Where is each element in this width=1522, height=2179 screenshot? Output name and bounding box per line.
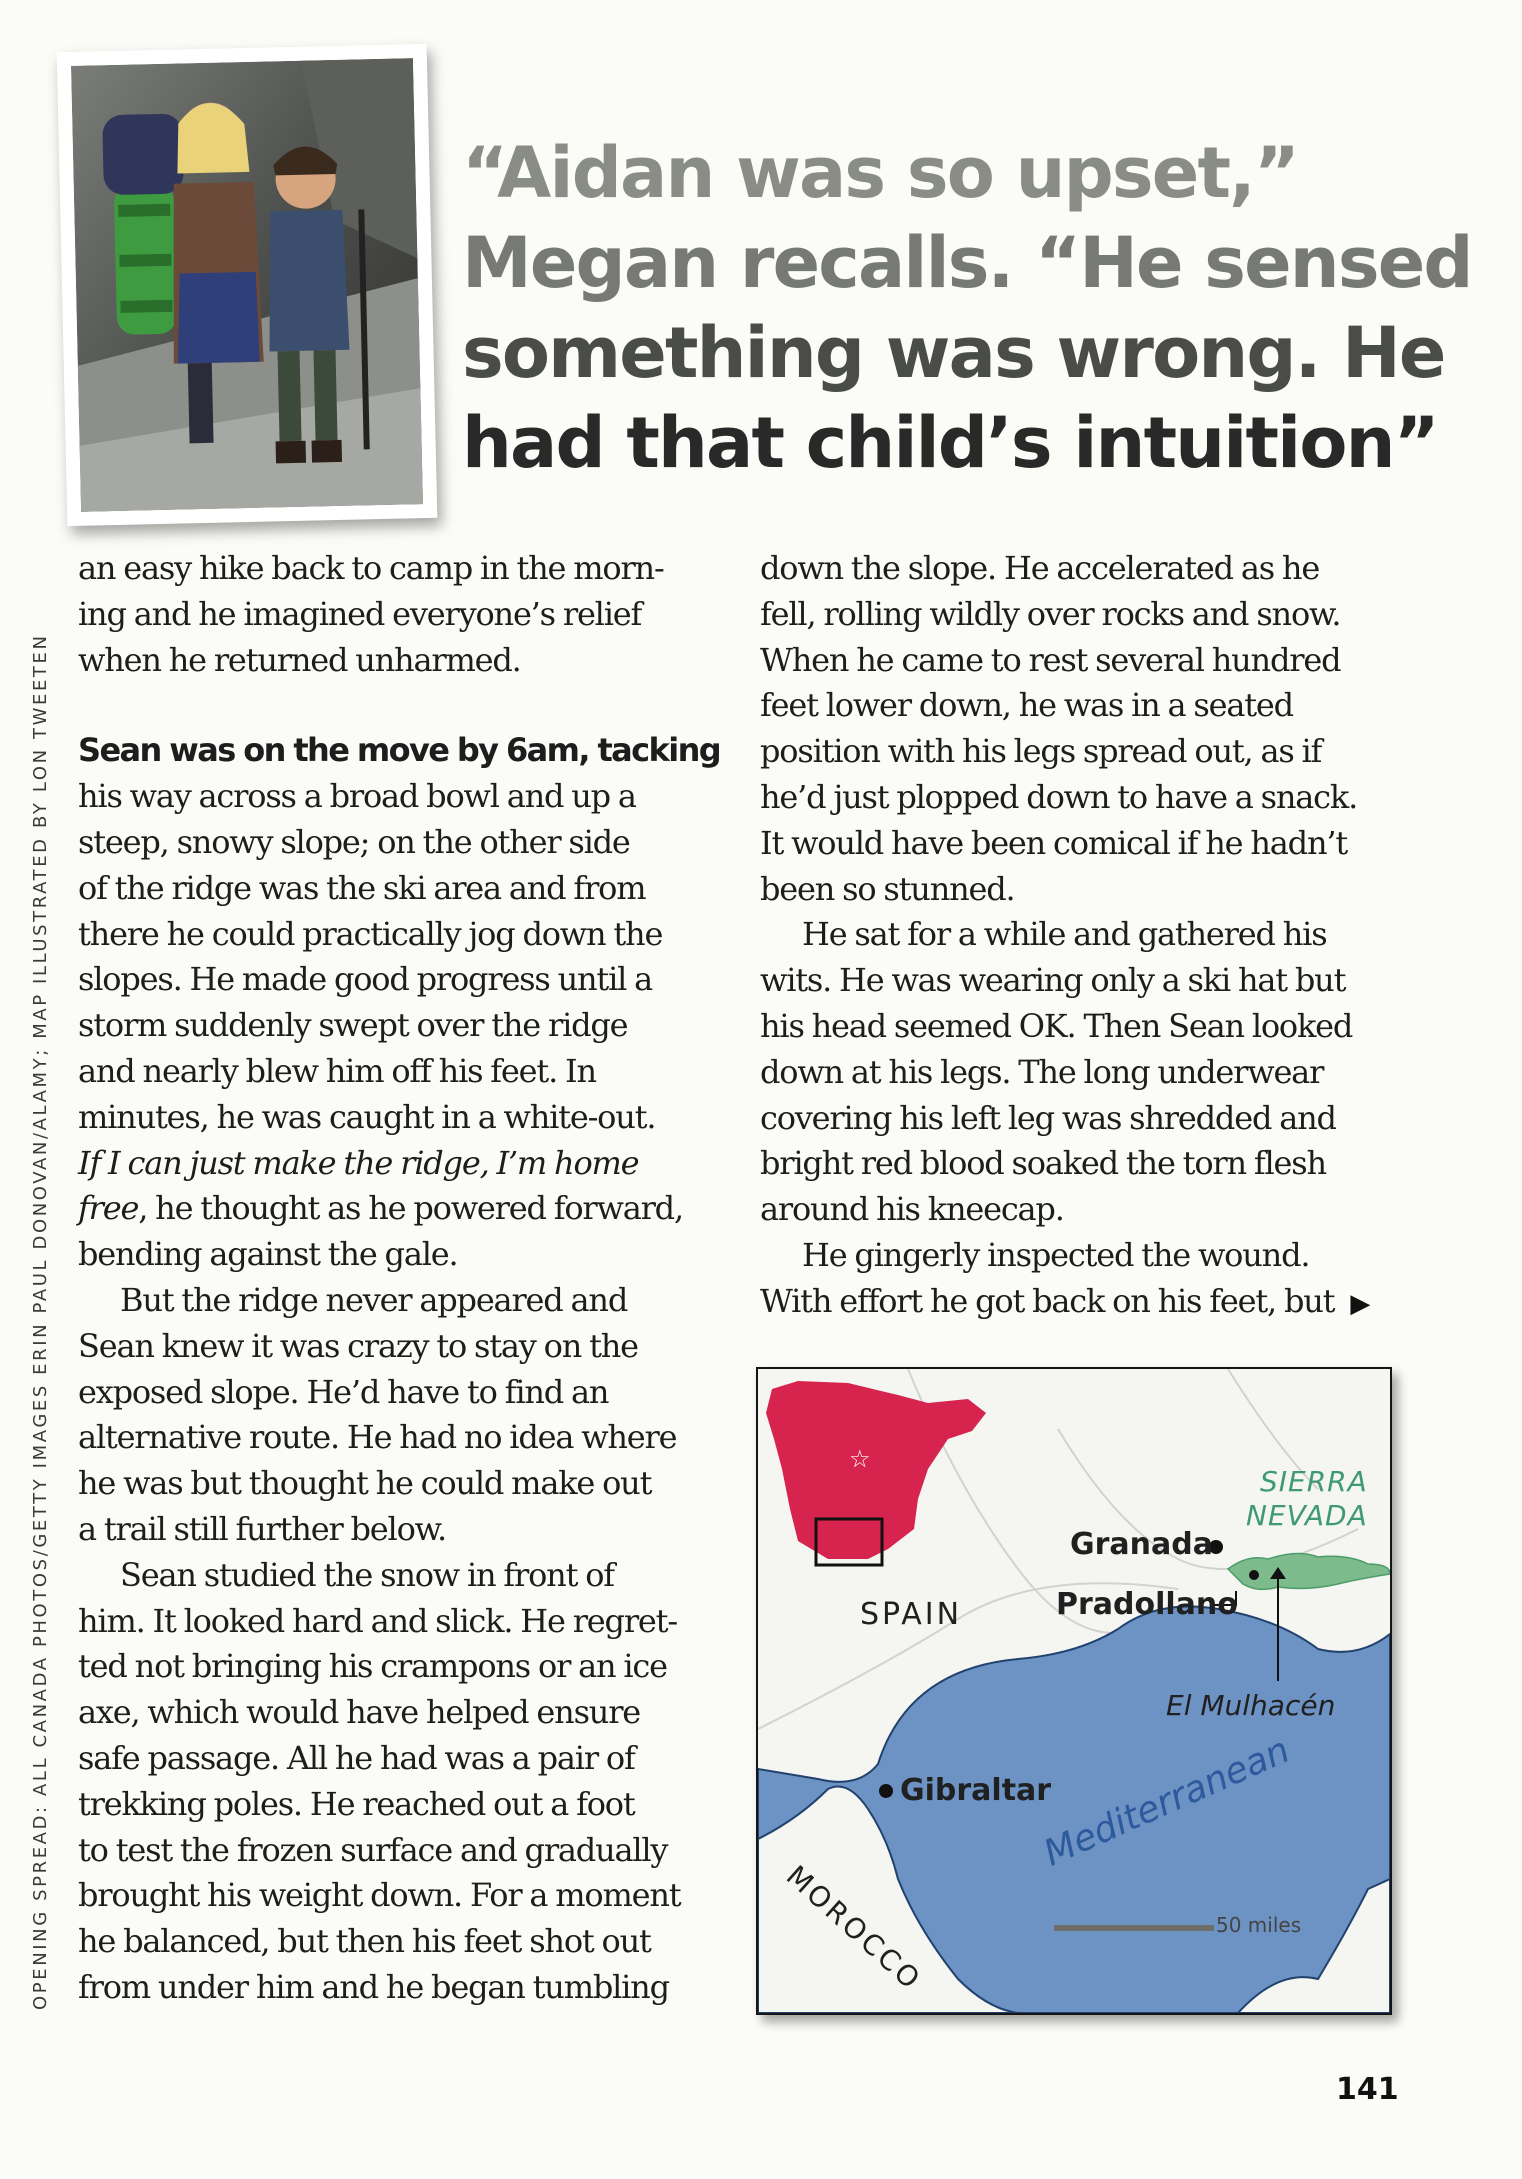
text-line: around his kneecap. — [760, 1190, 1064, 1229]
italic-thought-end: free — [78, 1189, 139, 1228]
paragraph — [760, 546, 1400, 912]
text-line: covering his left leg was shredded and — [760, 1098, 1336, 1137]
text-line: and nearly blew him off his feet. In — [78, 1051, 596, 1090]
text-fragment: , he thought as he powered forward, — [138, 1189, 683, 1228]
text-line: bright red blood soaked the torn flesh — [760, 1144, 1326, 1183]
text-line: bending against the gale. — [78, 1235, 458, 1274]
text-line: he’d just plopped down to have a snack. — [760, 777, 1358, 816]
text-line: Sean studied the snow in front of — [120, 1555, 614, 1594]
text-line: wits. He was wearing only a ski hat but — [760, 961, 1346, 1000]
text-line: ted not bringing his crampons or an ice — [78, 1647, 667, 1686]
text-line: alternative route. He had no idea where — [78, 1418, 677, 1457]
text-line: an easy hike back to camp in the morn- — [78, 549, 664, 587]
text-line: from under him and he began tumbling — [78, 1967, 669, 2006]
photo-credit: OPENING SPREAD: ALL CANADA PHOTOS/GETTY IMAGES ERIN PAUL DONOVAN/ALAMY; MAP ILLUSTRATED BY LON TWEETEN — [30, 633, 51, 2010]
paragraph — [78, 1278, 723, 1553]
text-line: Sean knew it was crazy to stay on the — [78, 1326, 638, 1365]
text-line: feet lower down, he was in a seated — [760, 686, 1293, 725]
pull-quote-line-4: had that child’s intuition” — [462, 402, 1438, 484]
page-number: 141 — [1336, 2072, 1399, 2107]
map-label-granada: Granada — [1070, 1527, 1213, 1562]
article-column-1 — [78, 546, 723, 2011]
text-line: axe, which would have helped ensure — [78, 1693, 641, 1732]
map-label-morocco: MOROCCO — [779, 1859, 929, 1998]
map-label-sierra-line2: NEVADA — [1246, 1499, 1368, 1532]
svg-text:☆: ☆ — [849, 1445, 871, 1473]
run-in-heading: Sean was on the move by 6am, tacking — [78, 731, 721, 770]
pull-quote-line-2: Megan recalls. “He sensed — [462, 222, 1472, 304]
map-label-mediterranean: Mediterranean — [1038, 1729, 1296, 1875]
text-line: he balanced, but then his feet shot out — [78, 1922, 651, 1961]
article-column-2 — [760, 546, 1400, 1325]
paragraph — [760, 912, 1400, 1233]
text-line: there he could practically jog down the — [78, 914, 663, 953]
text-line: he was but thought he could make out — [78, 1464, 652, 1503]
text-line: of the ridge was the ski area and from — [78, 868, 646, 907]
text-line: his way across a broad bowl and up a — [78, 777, 636, 816]
text-line: down at his legs. The long underwear — [760, 1052, 1324, 1091]
paragraph — [760, 1233, 1400, 1325]
text-line: a trail still further below. — [78, 1509, 446, 1548]
photo-frame — [57, 44, 438, 526]
map-label-spain: SPAIN — [860, 1597, 963, 1632]
text-line: trekking poles. He reached out a foot — [78, 1784, 635, 1823]
text-line: steep, snowy slope; on the other side — [78, 822, 630, 861]
map-label-gibraltar: Gibraltar — [900, 1773, 1052, 1808]
text-line: position with his legs spread out, as if — [760, 732, 1322, 771]
map-scale-label: 50 miles — [1216, 1913, 1302, 1937]
map-label-sierra-line1: SIERRA — [1260, 1465, 1368, 1498]
text-line: But the ridge never appeared and — [120, 1280, 628, 1319]
text-line: when he returned unharmed. — [78, 640, 521, 679]
text-line: to test the frozen surface and gradually — [78, 1830, 668, 1869]
paragraph — [78, 546, 723, 683]
paragraph — [78, 728, 723, 1278]
text-line: him. It looked hard and slick. He regret- — [78, 1601, 677, 1640]
text-line: He sat for a while and gathered his — [802, 915, 1327, 954]
paragraph — [78, 1553, 723, 2011]
pull-quote-line-3: something was wrong. He — [462, 312, 1445, 394]
pull-quote-line-1: “Aidan was so upset,” — [462, 132, 1299, 214]
text-line: storm suddenly swept over the ridge — [78, 1006, 628, 1045]
text-line: down the slope. He accelerated as he — [760, 549, 1320, 587]
locator-map — [756, 1367, 1392, 2015]
hikers-photo — [71, 58, 423, 512]
italic-thought-line: If I can just make the ridge, I’m home — [78, 1143, 639, 1182]
text-line: safe passage. All he had was a pair of — [78, 1738, 635, 1777]
text-line: exposed slope. He’d have to find an — [78, 1372, 609, 1411]
text-line: slopes. He made good progress until a — [78, 960, 652, 999]
spain-inset — [766, 1381, 986, 1559]
text-line: When he came to rest several hundred — [760, 640, 1341, 679]
map-label-mulhacen: El Mulhacén — [1166, 1689, 1336, 1722]
text-line: fell, rolling wildly over rocks and snow. — [760, 594, 1341, 633]
pull-quote — [462, 128, 1472, 488]
text-line: brought his weight down. For a moment — [78, 1876, 681, 1915]
text-fragment: With effort he got back on his feet, but — [760, 1281, 1335, 1320]
text-line: ing and he imagined everyone’s relief — [78, 594, 642, 633]
map-label-pradollano: Pradollano — [1056, 1587, 1238, 1622]
text-line: minutes, he was caught in a white-out. — [78, 1097, 656, 1136]
continue-arrow-icon: ▶ — [1350, 1288, 1370, 1319]
text-line: his head seemed OK. Then Sean looked — [760, 1006, 1353, 1045]
text-line: It would have been comical if he hadn’t — [760, 823, 1347, 862]
text-line: He gingerly inspected the wound. — [802, 1235, 1310, 1274]
text-line: been so stunned. — [760, 869, 1015, 908]
